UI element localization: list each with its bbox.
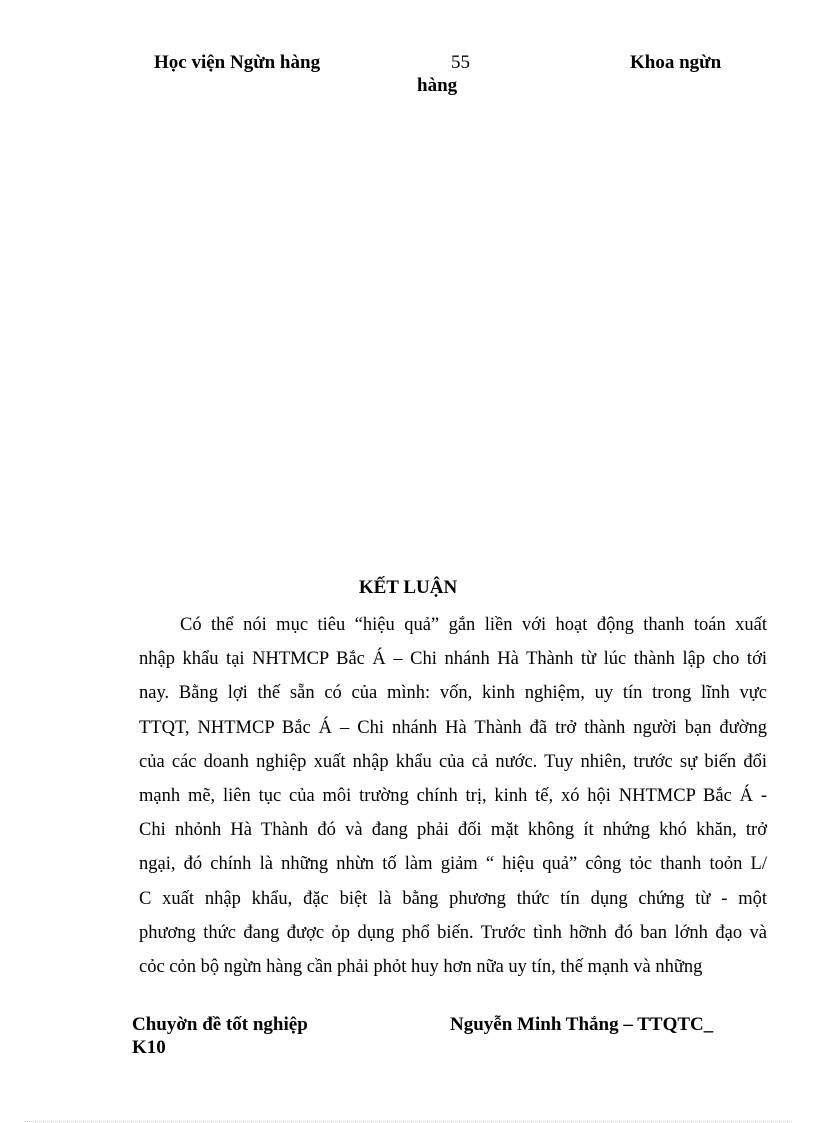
paragraph-line: mạnh mẽ, liên tục của môi trường chính trị, kinh tế, xó hội NHTMCP Bắc Á -: [139, 785, 767, 806]
section-title: KẾT LUẬN: [358, 577, 458, 598]
footer-author: Nguyễn Minh Thắng – TTQTC_: [450, 1014, 714, 1035]
paragraph-line: nhập khẩu tại NHTMCP Bắc Á – Chi nhánh Hà Thành từ lúc thành lập cho tới: [139, 649, 767, 670]
header-faculty-wrap: hàng: [417, 75, 458, 96]
page-bottom-border: [24, 1121, 792, 1122]
paragraph-line: TTQT, NHTMCP Bắc Á – Chi nhánh Hà Thành đã trở thành người bạn đường: [139, 717, 767, 738]
paragraph-line: Chi nhỏnh Hà Thành đó và đang phải đối mặt không ít nhứng khó khăn, trở: [139, 820, 767, 841]
header-institution: Học viện Ngừn hàng: [154, 52, 321, 73]
paragraph-line: ngại, đó chính là những nhừn tố làm giảm “ hiệu quả” công tỏc thanh toỏn L/: [139, 854, 767, 875]
paragraph-line: nay. Bằng lợi thế sẵn có của mình: vốn, kinh nghiệm, uy tín trong lĩnh vực: [139, 683, 767, 704]
page-number: 55: [451, 52, 470, 73]
conclusion-paragraph: [139, 608, 767, 984]
paragraph-line: cỏc cỏn bộ ngừn hàng cần phải phỏt huy hơn nữa uy tín, thế mạnh và những: [139, 956, 703, 977]
paragraph-line: phương thức đang được ỏp dụng phổ biến. Trước tình hỡnh đó ban lớnh đạo và: [139, 922, 767, 943]
paragraph-line: của các doanh nghiệp xuất nhập khẩu của cả nước. Tuy nhiên, trước sự biến đổi: [139, 751, 767, 772]
paragraph-line: Có thể nói mục tiêu “hiệu quả” gắn liền với hoạt động thanh toán xuất: [180, 615, 767, 635]
footer-class-wrap: K10: [132, 1037, 166, 1058]
footer-thesis-label: Chuyờn đề tốt nghiệp: [132, 1014, 308, 1035]
paragraph-line: C xuất nhập khẩu, đặc biệt là bằng phương thức tín dụng chứng từ - một: [139, 888, 767, 909]
header-faculty: Khoa ngừn: [630, 52, 722, 73]
